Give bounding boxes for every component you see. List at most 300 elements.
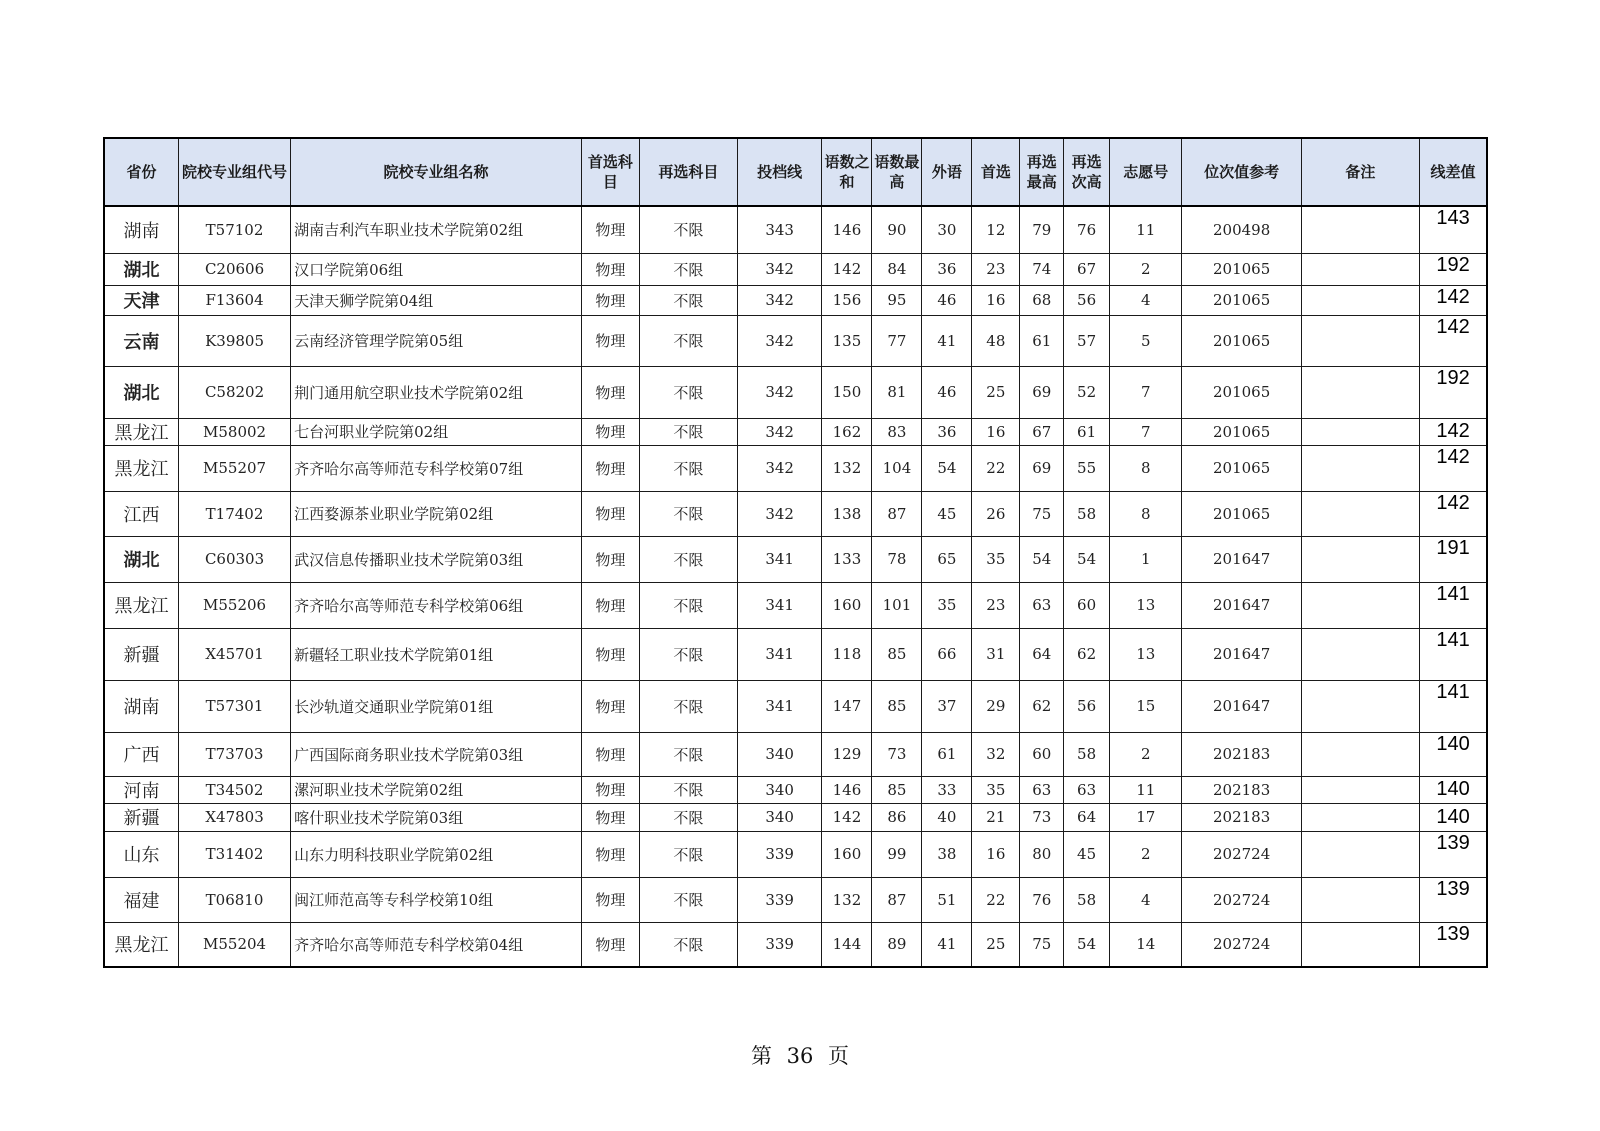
first-subject-cell: 物理	[581, 253, 639, 285]
first-subject-cell: 物理	[581, 922, 639, 967]
province-cell: 黑龙江	[104, 922, 178, 967]
rank-cell: 201647	[1182, 536, 1301, 582]
first-subject-cell: 物理	[581, 445, 639, 491]
first-subject-cell: 物理	[581, 536, 639, 582]
foreign-cell: 61	[922, 732, 972, 776]
province-cell: 天津	[104, 285, 178, 315]
diff-cell: 192	[1420, 253, 1487, 285]
diff-cell: 141	[1420, 582, 1487, 628]
first-subject-cell: 物理	[581, 206, 639, 253]
wish-cell: 7	[1110, 366, 1182, 418]
wish-cell: 13	[1110, 628, 1182, 680]
max-cell: 78	[872, 536, 922, 582]
rank-cell: 202183	[1182, 803, 1301, 831]
code-cell: T17402	[178, 491, 290, 536]
diff-cell: 139	[1420, 877, 1487, 922]
rank-cell: 201647	[1182, 680, 1301, 732]
second-next-cell: 52	[1064, 366, 1110, 418]
province-cell: 黑龙江	[104, 582, 178, 628]
rank-cell: 201065	[1182, 445, 1301, 491]
table-row	[104, 418, 1487, 445]
name-cell: 山东力明科技职业学院第02组	[291, 831, 582, 877]
table-row	[104, 366, 1487, 418]
code-cell: T31402	[178, 831, 290, 877]
rank-cell: 202183	[1182, 776, 1301, 803]
header-cell: 首选科目	[581, 138, 639, 206]
table-row	[104, 253, 1487, 285]
foreign-cell: 54	[922, 445, 972, 491]
max-cell: 85	[872, 680, 922, 732]
sum-cell: 129	[822, 732, 872, 776]
foreign-cell: 46	[922, 285, 972, 315]
header-cell: 院校专业组代号	[178, 138, 290, 206]
first-score-cell: 32	[972, 732, 1020, 776]
rank-cell: 200498	[1182, 206, 1301, 253]
second-subject-cell: 不限	[639, 253, 737, 285]
first-score-cell: 23	[972, 582, 1020, 628]
wish-cell: 4	[1110, 285, 1182, 315]
diff-cell: 140	[1420, 803, 1487, 831]
province-cell: 湖南	[104, 206, 178, 253]
second-max-cell: 75	[1020, 491, 1064, 536]
foreign-cell: 65	[922, 536, 972, 582]
name-cell: 广西国际商务职业技术学院第03组	[291, 732, 582, 776]
diff-cell: 143	[1420, 206, 1487, 253]
table-row	[104, 628, 1487, 680]
max-cell: 99	[872, 831, 922, 877]
second-max-cell: 73	[1020, 803, 1064, 831]
foreign-cell: 41	[922, 315, 972, 366]
sum-cell: 132	[822, 877, 872, 922]
second-max-cell: 74	[1020, 253, 1064, 285]
wish-cell: 14	[1110, 922, 1182, 967]
second-max-cell: 67	[1020, 418, 1064, 445]
note-cell	[1301, 628, 1419, 680]
name-cell: 武汉信息传播职业技术学院第03组	[291, 536, 582, 582]
max-cell: 85	[872, 628, 922, 680]
rank-cell: 202724	[1182, 877, 1301, 922]
rank-cell: 202183	[1182, 732, 1301, 776]
note-cell	[1301, 253, 1419, 285]
note-cell	[1301, 285, 1419, 315]
diff-cell: 142	[1420, 285, 1487, 315]
name-cell: 齐齐哈尔高等师范专科学校第06组	[291, 582, 582, 628]
foreign-cell: 51	[922, 877, 972, 922]
first-score-cell: 25	[972, 366, 1020, 418]
name-cell: 天津天狮学院第04组	[291, 285, 582, 315]
second-next-cell: 60	[1064, 582, 1110, 628]
foreign-cell: 41	[922, 922, 972, 967]
first-score-cell: 21	[972, 803, 1020, 831]
table-row	[104, 206, 1487, 253]
max-cell: 87	[872, 491, 922, 536]
second-subject-cell: 不限	[639, 491, 737, 536]
diff-cell: 140	[1420, 732, 1487, 776]
line-cell: 342	[737, 253, 822, 285]
second-max-cell: 68	[1020, 285, 1064, 315]
line-cell: 342	[737, 445, 822, 491]
first-score-cell: 16	[972, 831, 1020, 877]
second-subject-cell: 不限	[639, 877, 737, 922]
wish-cell: 1	[1110, 536, 1182, 582]
second-subject-cell: 不限	[639, 628, 737, 680]
foreign-cell: 36	[922, 253, 972, 285]
code-cell: F13604	[178, 285, 290, 315]
line-cell: 341	[737, 582, 822, 628]
diff-cell: 140	[1420, 776, 1487, 803]
second-subject-cell: 不限	[639, 803, 737, 831]
header-cell: 语数最高	[872, 138, 922, 206]
wish-cell: 2	[1110, 732, 1182, 776]
rank-cell: 201647	[1182, 628, 1301, 680]
sum-cell: 133	[822, 536, 872, 582]
code-cell: X45701	[178, 628, 290, 680]
foreign-cell: 35	[922, 582, 972, 628]
rank-cell: 201065	[1182, 491, 1301, 536]
max-cell: 83	[872, 418, 922, 445]
rank-cell: 202724	[1182, 922, 1301, 967]
wish-cell: 15	[1110, 680, 1182, 732]
rank-cell: 201647	[1182, 582, 1301, 628]
note-cell	[1301, 680, 1419, 732]
second-next-cell: 63	[1064, 776, 1110, 803]
max-cell: 81	[872, 366, 922, 418]
foreign-cell: 45	[922, 491, 972, 536]
max-cell: 73	[872, 732, 922, 776]
sum-cell: 160	[822, 831, 872, 877]
second-subject-cell: 不限	[639, 285, 737, 315]
header-cell: 志愿号	[1110, 138, 1182, 206]
second-subject-cell: 不限	[639, 922, 737, 967]
note-cell	[1301, 536, 1419, 582]
province-cell: 福建	[104, 877, 178, 922]
table-row	[104, 285, 1487, 315]
second-next-cell: 45	[1064, 831, 1110, 877]
first-subject-cell: 物理	[581, 315, 639, 366]
page-suffix: 页	[828, 1044, 850, 1068]
diff-cell: 139	[1420, 831, 1487, 877]
second-subject-cell: 不限	[639, 831, 737, 877]
name-cell: 湖南吉利汽车职业技术学院第02组	[291, 206, 582, 253]
rank-cell: 201065	[1182, 285, 1301, 315]
line-cell: 342	[737, 366, 822, 418]
foreign-cell: 40	[922, 803, 972, 831]
first-subject-cell: 物理	[581, 803, 639, 831]
second-next-cell: 54	[1064, 536, 1110, 582]
name-cell: 漯河职业技术学院第02组	[291, 776, 582, 803]
second-max-cell: 75	[1020, 922, 1064, 967]
note-cell	[1301, 776, 1419, 803]
rank-cell: 201065	[1182, 366, 1301, 418]
header-cell: 线差值	[1420, 138, 1487, 206]
code-cell: M55207	[178, 445, 290, 491]
first-subject-cell: 物理	[581, 776, 639, 803]
sum-cell: 118	[822, 628, 872, 680]
rank-cell: 201065	[1182, 418, 1301, 445]
province-cell: 黑龙江	[104, 445, 178, 491]
second-subject-cell: 不限	[639, 582, 737, 628]
header-cell: 再选最高	[1020, 138, 1064, 206]
line-cell: 340	[737, 732, 822, 776]
header-cell: 首选	[972, 138, 1020, 206]
foreign-cell: 37	[922, 680, 972, 732]
province-cell: 黑龙江	[104, 418, 178, 445]
line-cell: 341	[737, 628, 822, 680]
first-subject-cell: 物理	[581, 582, 639, 628]
second-subject-cell: 不限	[639, 680, 737, 732]
line-cell: 342	[737, 285, 822, 315]
wish-cell: 11	[1110, 776, 1182, 803]
second-subject-cell: 不限	[639, 732, 737, 776]
first-subject-cell: 物理	[581, 628, 639, 680]
note-cell	[1301, 582, 1419, 628]
sum-cell: 162	[822, 418, 872, 445]
first-score-cell: 25	[972, 922, 1020, 967]
diff-cell: 141	[1420, 680, 1487, 732]
province-cell: 云南	[104, 315, 178, 366]
table-row	[104, 877, 1487, 922]
wish-cell: 8	[1110, 445, 1182, 491]
name-cell: 汉口学院第06组	[291, 253, 582, 285]
second-subject-cell: 不限	[639, 536, 737, 582]
name-cell: 齐齐哈尔高等师范专科学校第07组	[291, 445, 582, 491]
name-cell: 云南经济管理学院第05组	[291, 315, 582, 366]
second-next-cell: 58	[1064, 732, 1110, 776]
name-cell: 江西婺源茶业职业学院第02组	[291, 491, 582, 536]
line-cell: 342	[737, 418, 822, 445]
diff-cell: 142	[1420, 491, 1487, 536]
note-cell	[1301, 418, 1419, 445]
code-cell: T06810	[178, 877, 290, 922]
table-row	[104, 732, 1487, 776]
foreign-cell: 30	[922, 206, 972, 253]
second-max-cell: 69	[1020, 445, 1064, 491]
second-max-cell: 69	[1020, 366, 1064, 418]
wish-cell: 2	[1110, 831, 1182, 877]
name-cell: 长沙轨道交通职业学院第01组	[291, 680, 582, 732]
second-next-cell: 62	[1064, 628, 1110, 680]
sum-cell: 160	[822, 582, 872, 628]
foreign-cell: 36	[922, 418, 972, 445]
second-max-cell: 54	[1020, 536, 1064, 582]
line-cell: 339	[737, 877, 822, 922]
table-row	[104, 803, 1487, 831]
table-row	[104, 776, 1487, 803]
sum-cell: 146	[822, 776, 872, 803]
table-row	[104, 445, 1487, 491]
code-cell: M55204	[178, 922, 290, 967]
code-cell: K39805	[178, 315, 290, 366]
sum-cell: 142	[822, 253, 872, 285]
second-next-cell: 55	[1064, 445, 1110, 491]
first-subject-cell: 物理	[581, 831, 639, 877]
note-cell	[1301, 315, 1419, 366]
diff-cell: 141	[1420, 628, 1487, 680]
diff-cell: 139	[1420, 922, 1487, 967]
second-subject-cell: 不限	[639, 315, 737, 366]
sum-cell: 142	[822, 803, 872, 831]
wish-cell: 7	[1110, 418, 1182, 445]
max-cell: 87	[872, 877, 922, 922]
foreign-cell: 46	[922, 366, 972, 418]
sum-cell: 135	[822, 315, 872, 366]
line-cell: 340	[737, 803, 822, 831]
first-score-cell: 16	[972, 285, 1020, 315]
line-cell: 341	[737, 680, 822, 732]
table-row	[104, 536, 1487, 582]
second-max-cell: 62	[1020, 680, 1064, 732]
header-cell: 投档线	[737, 138, 822, 206]
name-cell: 齐齐哈尔高等师范专科学校第04组	[291, 922, 582, 967]
diff-cell: 142	[1420, 445, 1487, 491]
code-cell: C58202	[178, 366, 290, 418]
note-cell	[1301, 732, 1419, 776]
second-next-cell: 56	[1064, 285, 1110, 315]
wish-cell: 11	[1110, 206, 1182, 253]
second-next-cell: 64	[1064, 803, 1110, 831]
province-cell: 湖北	[104, 253, 178, 285]
max-cell: 77	[872, 315, 922, 366]
rank-cell: 202724	[1182, 831, 1301, 877]
page-number	[0, 1040, 1600, 1070]
province-cell: 湖北	[104, 366, 178, 418]
code-cell: T34502	[178, 776, 290, 803]
first-score-cell: 48	[972, 315, 1020, 366]
line-cell: 342	[737, 315, 822, 366]
code-cell: T57102	[178, 206, 290, 253]
second-max-cell: 79	[1020, 206, 1064, 253]
line-cell: 339	[737, 831, 822, 877]
sum-cell: 150	[822, 366, 872, 418]
line-cell: 342	[737, 491, 822, 536]
max-cell: 89	[872, 922, 922, 967]
sum-cell: 147	[822, 680, 872, 732]
province-cell: 湖北	[104, 536, 178, 582]
second-max-cell: 61	[1020, 315, 1064, 366]
table-row	[104, 315, 1487, 366]
second-next-cell: 56	[1064, 680, 1110, 732]
second-max-cell: 63	[1020, 776, 1064, 803]
wish-cell: 13	[1110, 582, 1182, 628]
first-score-cell: 23	[972, 253, 1020, 285]
second-subject-cell: 不限	[639, 206, 737, 253]
foreign-cell: 38	[922, 831, 972, 877]
first-subject-cell: 物理	[581, 491, 639, 536]
first-subject-cell: 物理	[581, 732, 639, 776]
line-cell: 339	[737, 922, 822, 967]
header-cell: 院校专业组名称	[291, 138, 582, 206]
header-cell: 再选次高	[1064, 138, 1110, 206]
foreign-cell: 66	[922, 628, 972, 680]
header-cell: 再选科目	[639, 138, 737, 206]
province-cell: 江西	[104, 491, 178, 536]
sum-cell: 138	[822, 491, 872, 536]
name-cell: 喀什职业技术学院第03组	[291, 803, 582, 831]
first-subject-cell: 物理	[581, 366, 639, 418]
second-max-cell: 76	[1020, 877, 1064, 922]
admission-table	[103, 137, 1488, 968]
second-subject-cell: 不限	[639, 418, 737, 445]
max-cell: 85	[872, 776, 922, 803]
max-cell: 86	[872, 803, 922, 831]
first-score-cell: 16	[972, 418, 1020, 445]
note-cell	[1301, 206, 1419, 253]
header-row	[104, 138, 1487, 206]
wish-cell: 17	[1110, 803, 1182, 831]
name-cell: 荆门通用航空职业技术学院第02组	[291, 366, 582, 418]
table-row	[104, 582, 1487, 628]
max-cell: 104	[872, 445, 922, 491]
header-cell: 位次值参考	[1182, 138, 1301, 206]
code-cell: C60303	[178, 536, 290, 582]
first-subject-cell: 物理	[581, 285, 639, 315]
table-row	[104, 680, 1487, 732]
note-cell	[1301, 445, 1419, 491]
note-cell	[1301, 803, 1419, 831]
province-cell: 新疆	[104, 803, 178, 831]
wish-cell: 5	[1110, 315, 1182, 366]
first-score-cell: 12	[972, 206, 1020, 253]
wish-cell: 2	[1110, 253, 1182, 285]
note-cell	[1301, 922, 1419, 967]
sum-cell: 156	[822, 285, 872, 315]
wish-cell: 4	[1110, 877, 1182, 922]
line-cell: 341	[737, 536, 822, 582]
code-cell: T73703	[178, 732, 290, 776]
second-next-cell: 61	[1064, 418, 1110, 445]
first-score-cell: 31	[972, 628, 1020, 680]
wish-cell: 8	[1110, 491, 1182, 536]
diff-cell: 142	[1420, 418, 1487, 445]
first-score-cell: 22	[972, 877, 1020, 922]
province-cell: 新疆	[104, 628, 178, 680]
second-max-cell: 60	[1020, 732, 1064, 776]
max-cell: 84	[872, 253, 922, 285]
first-subject-cell: 物理	[581, 418, 639, 445]
max-cell: 90	[872, 206, 922, 253]
code-cell: M58002	[178, 418, 290, 445]
line-cell: 340	[737, 776, 822, 803]
name-cell: 闽江师范高等专科学校第10组	[291, 877, 582, 922]
first-subject-cell: 物理	[581, 680, 639, 732]
first-score-cell: 22	[972, 445, 1020, 491]
code-cell: M55206	[178, 582, 290, 628]
code-cell: C20606	[178, 253, 290, 285]
max-cell: 101	[872, 582, 922, 628]
note-cell	[1301, 491, 1419, 536]
header-cell: 备注	[1301, 138, 1419, 206]
diff-cell: 192	[1420, 366, 1487, 418]
note-cell	[1301, 877, 1419, 922]
table-row	[104, 491, 1487, 536]
rank-cell: 201065	[1182, 315, 1301, 366]
second-next-cell: 57	[1064, 315, 1110, 366]
page-value: 36	[786, 1044, 814, 1068]
code-cell: X47803	[178, 803, 290, 831]
province-cell: 湖南	[104, 680, 178, 732]
sum-cell: 144	[822, 922, 872, 967]
province-cell: 河南	[104, 776, 178, 803]
first-score-cell: 35	[972, 536, 1020, 582]
second-max-cell: 80	[1020, 831, 1064, 877]
province-cell: 广西	[104, 732, 178, 776]
first-subject-cell: 物理	[581, 877, 639, 922]
second-next-cell: 67	[1064, 253, 1110, 285]
header-cell: 外语	[922, 138, 972, 206]
sum-cell: 132	[822, 445, 872, 491]
table-row	[104, 922, 1487, 967]
note-cell	[1301, 366, 1419, 418]
